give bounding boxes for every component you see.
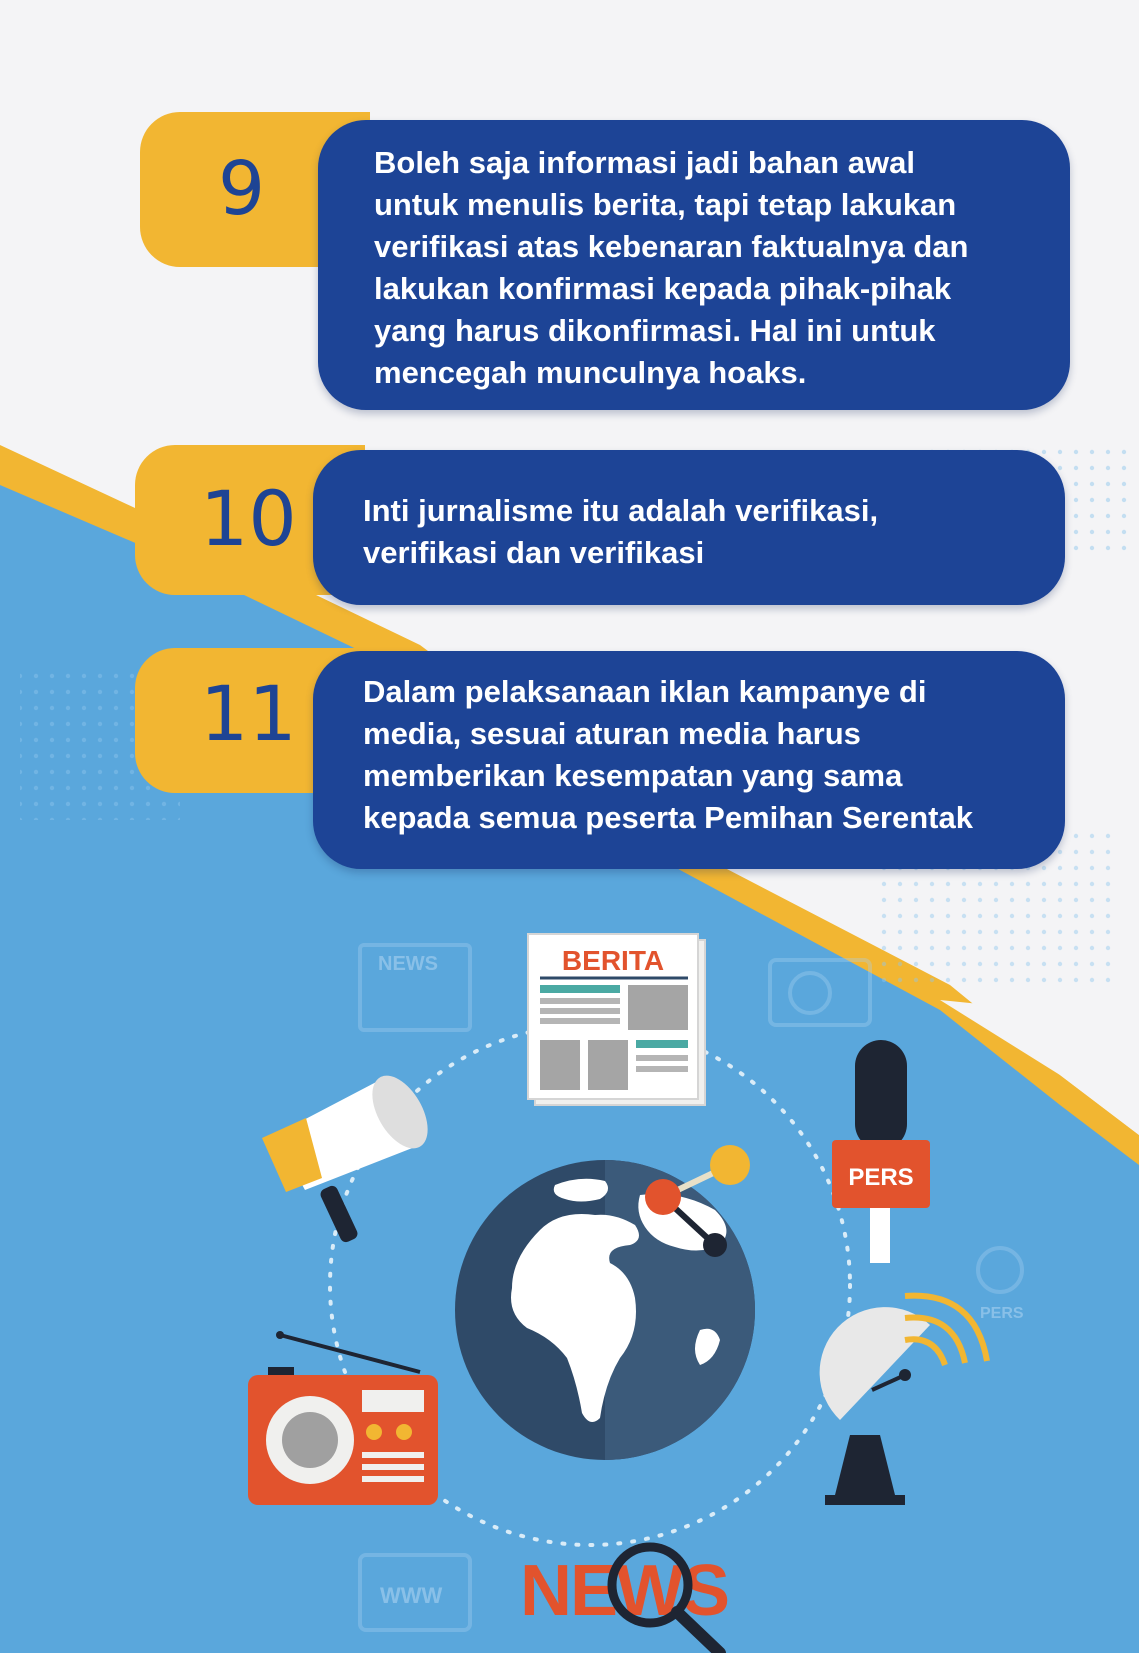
svg-text:NEWS: NEWS	[520, 1551, 728, 1631]
tip-text: Boleh saja informasi jadi bahan awal untuk menulis berita, tapi tetap lakukan verifikasi atas kebenaran faktualnya dan lakukan konfirmasi kepada pihak-pihak yang harus dikonfirmasi. Hal ini untuk mencegah munculnya hoaks.	[374, 145, 969, 390]
microphone-icon	[832, 1040, 930, 1263]
radio-icon	[248, 1331, 438, 1505]
svg-text:BERITA: BERITA	[561, 945, 665, 976]
tip-text: Inti jurnalisme itu adalah verifikasi, verifikasi dan verifikasi	[363, 493, 879, 570]
svg-text:NEWS: NEWS	[378, 953, 438, 975]
news-magnifier	[520, 1547, 728, 1653]
tip-number: 11	[200, 669, 297, 758]
megaphone-icon	[262, 1066, 439, 1244]
globe-icon	[455, 1160, 755, 1460]
newspaper-icon	[528, 934, 705, 1105]
tip-number: 10	[200, 474, 297, 563]
tip-text: Dalam pelaksanaan iklan kampanye di media, sesuai aturan media harus memberikan kesempatan yang sama kepada semua peserta Pemihan Serentak	[363, 674, 973, 835]
tip-number: 9	[218, 146, 266, 232]
satellite-dish-icon	[820, 1296, 987, 1505]
svg-text:PERS: PERS	[848, 1164, 914, 1191]
svg-text:WWW: WWW	[380, 1583, 443, 1608]
svg-text:PERS: PERS	[980, 1305, 1024, 1322]
